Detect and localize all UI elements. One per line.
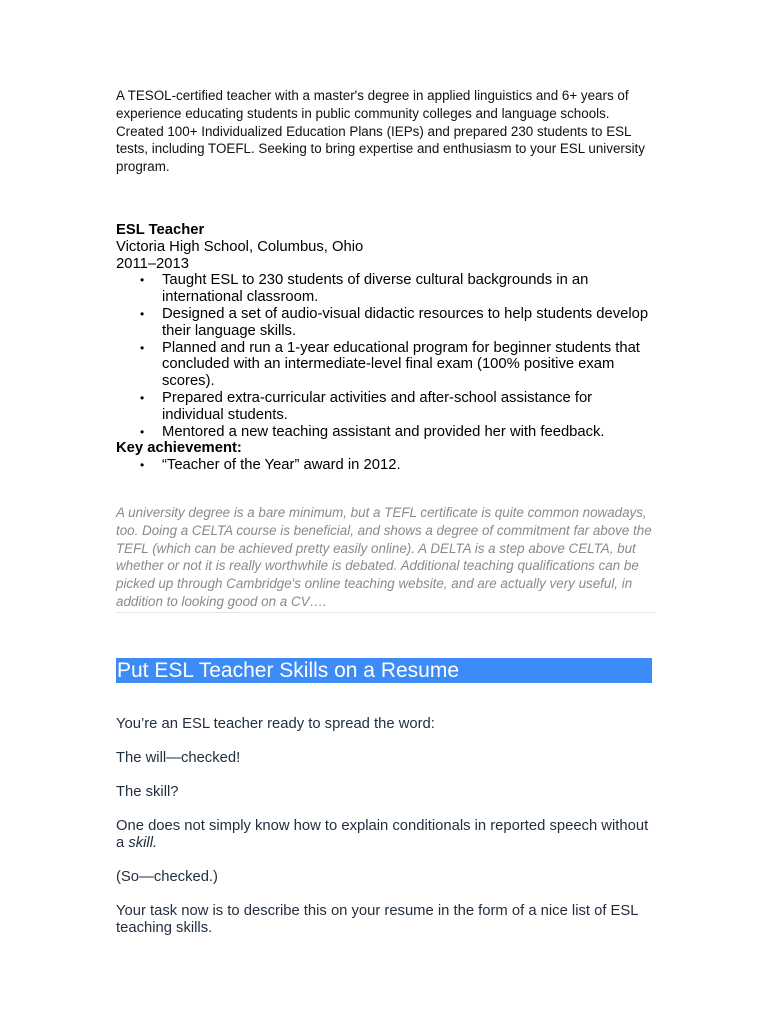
employer: Victoria High School, Columbus, Ohio xyxy=(116,238,364,255)
duty-item: • Planned and run a 1-year educational program for beginner students that concluded with an intermediate-level final exam (100% positive exam scores). xyxy=(162,340,656,390)
emphasis-text: skill. xyxy=(128,834,158,851)
paragraph xyxy=(116,818,656,852)
resume-summary: A TESOL-certified teacher with a master's degree in applied linguistics and 6+ years of experience educating students in public community colleges and language schools. Created 100+ Individualized Education Plans (IEPs) and prepared 230 students to ESL tests, including TOEFL. Seeking to bring expertise and enthusiasm to your ESL university program. xyxy=(116,88,645,175)
duty-item: • Mentored a new teaching assistant and provided her with feedback. xyxy=(162,424,656,441)
key-achievement-label: Key achievement: xyxy=(116,440,242,457)
job-dates: 2011–2013 xyxy=(116,255,189,272)
paragraph: (So—checked.) xyxy=(116,868,218,885)
paragraph: You’re an ESL teacher ready to spread the word: xyxy=(116,715,435,732)
article-body xyxy=(116,716,656,937)
experience-entry xyxy=(116,222,656,474)
duties-list xyxy=(116,272,656,440)
expert-quote: A university degree is a bare minimum, but a TEFL certificate is quite common nowadays, too. Doing a CELTA course is beneficial, and shows a degree of commitment far above the TEFL (which can be achieved pretty easily online). A DELTA is a step above CELTA, but whether or not it is really worthwhile is debated. Additional teaching qualifications can be picked up through Cambridge's online teaching website, and are actually very useful, in addition to looking good on a CV…. xyxy=(116,504,656,613)
paragraph-text: One does not simply know how to explain conditionals in reported speech without a xyxy=(116,817,649,851)
paragraph: The will—checked! xyxy=(116,749,241,766)
achievements-list xyxy=(116,457,656,474)
paragraph: Your task now is to describe this on your resume in the form of a nice list of ESL teaching skills. xyxy=(116,902,638,936)
duty-item: • Designed a set of audio-visual didactic resources to help students develop their language skills. xyxy=(162,306,656,340)
resume-page xyxy=(116,87,656,954)
paragraph: The skill? xyxy=(116,783,179,800)
job-title: ESL Teacher xyxy=(116,221,205,238)
achievement-item: • “Teacher of the Year” award in 2012. xyxy=(162,457,656,474)
section-heading: Put ESL Teacher Skills on a Resume xyxy=(116,658,652,683)
duty-item: • Prepared extra-curricular activities and after-school assistance for individual students. xyxy=(162,390,656,424)
duty-item: • Taught ESL to 230 students of diverse cultural backgrounds in an international classroom. xyxy=(162,272,656,306)
